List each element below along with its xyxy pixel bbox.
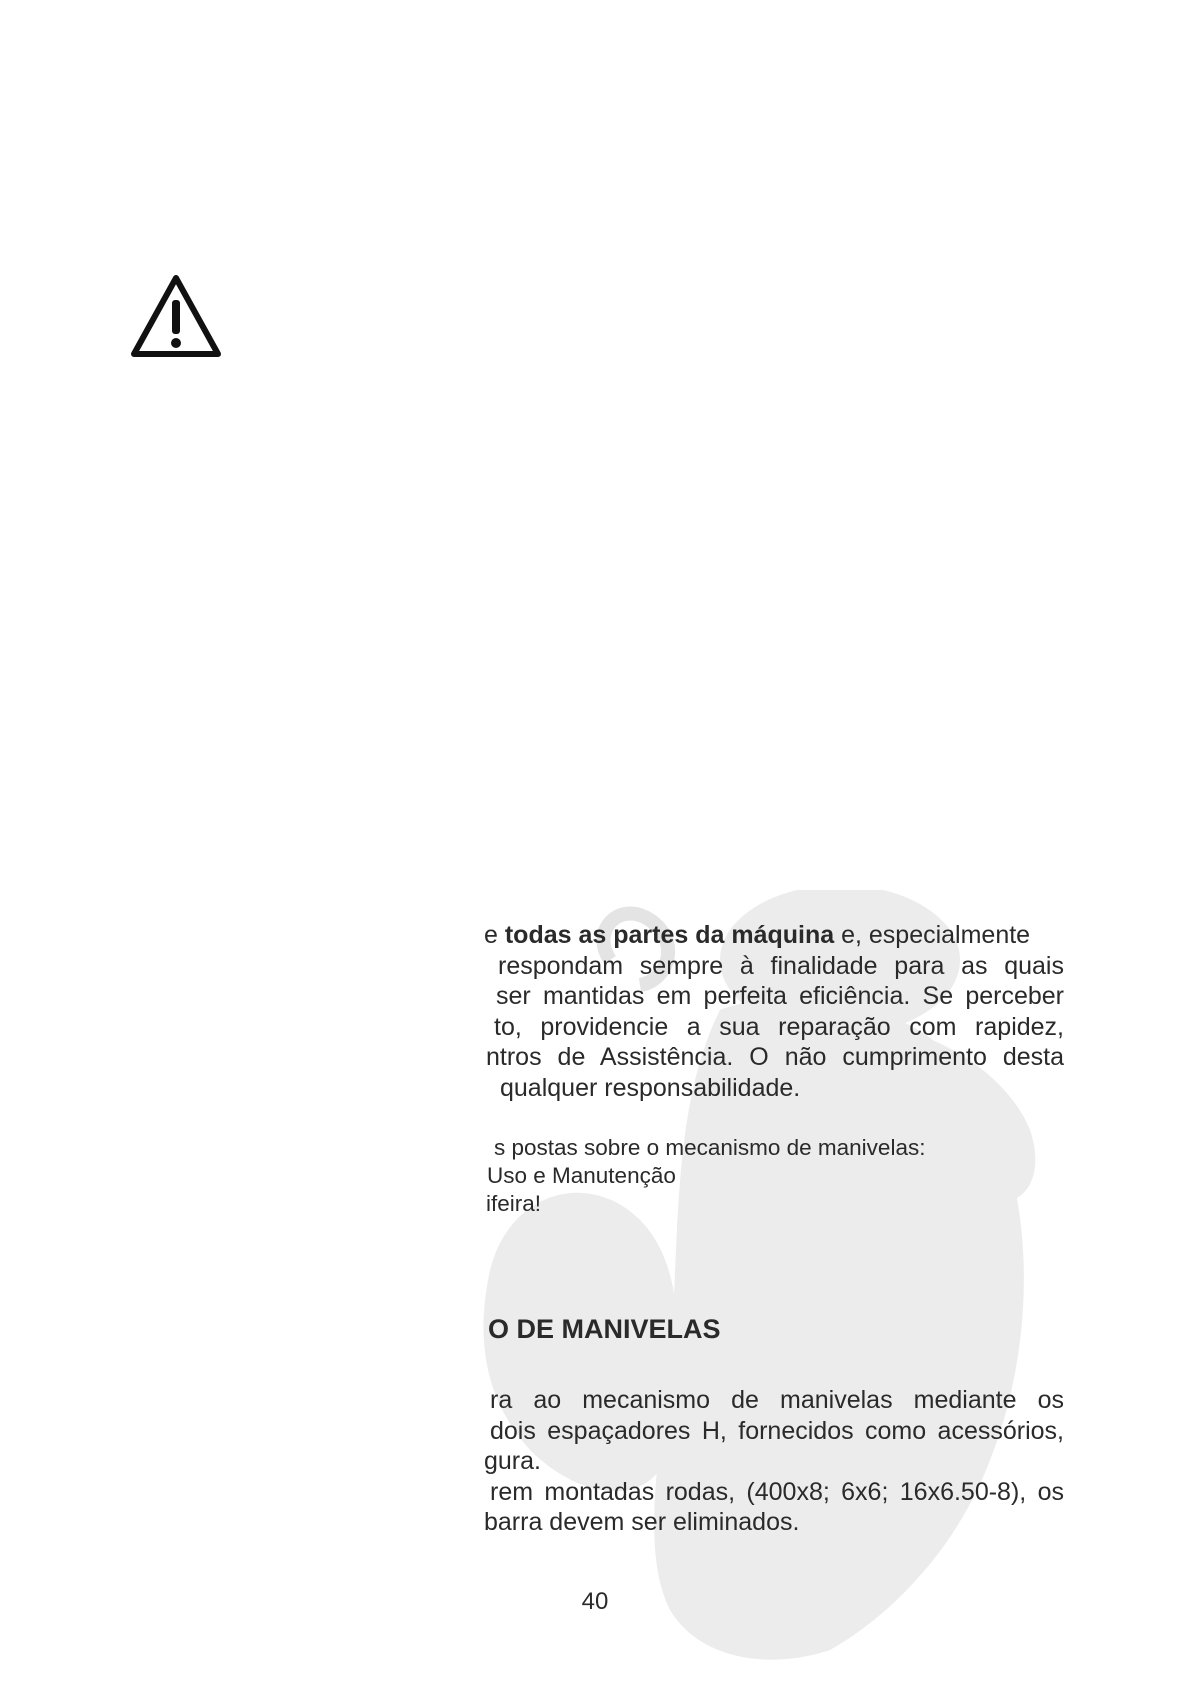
text-run: e (484, 921, 505, 949)
paragraph-maintenance (484, 920, 1064, 1103)
paragraph-line: barra devem ser eliminados. (484, 1508, 800, 1536)
section-heading: O DE MANIVELAS (488, 1314, 721, 1344)
paragraph-line: Uso e Manutenção (487, 1163, 676, 1188)
bold-text: todas as partes da máquina (504, 921, 835, 949)
paragraph-line: to, providencie a sua reparação com rapidez, (494, 1012, 1064, 1041)
paragraph-line: ntros de Assistência. O não cumprimento desta (486, 1043, 1064, 1071)
paragraph-line: s postas sobre o mecanismo de manivelas: (494, 1135, 926, 1160)
paragraph-line: gura. (484, 1447, 541, 1475)
paragraph-crank-mechanism (484, 1385, 1064, 1538)
warning-triangle-icon (128, 272, 224, 360)
paragraph-line: ra ao mecanismo de manivelas mediante os (490, 1386, 1064, 1414)
paragraph-notes (484, 1134, 1064, 1218)
page-number: 40 (581, 1588, 609, 1615)
paragraph-line: ifeira! (486, 1191, 542, 1216)
text-run: e, especialmente (834, 921, 1031, 949)
paragraph-line: qualquer responsabilidade. (500, 1073, 801, 1102)
paragraph-line (484, 920, 1064, 951)
paragraph-line: respondam sempre à finalidade para as quais (498, 951, 1064, 980)
paragraph-line: ser mantidas em perfeita eficiência. Se perceber (496, 982, 1064, 1010)
paragraph-line: rem montadas rodas, (400x8; 6x6; 16x6.50-8), os (490, 1477, 1064, 1506)
paragraph-line: dois espaçadores H, fornecidos como acessórios, (490, 1416, 1064, 1445)
